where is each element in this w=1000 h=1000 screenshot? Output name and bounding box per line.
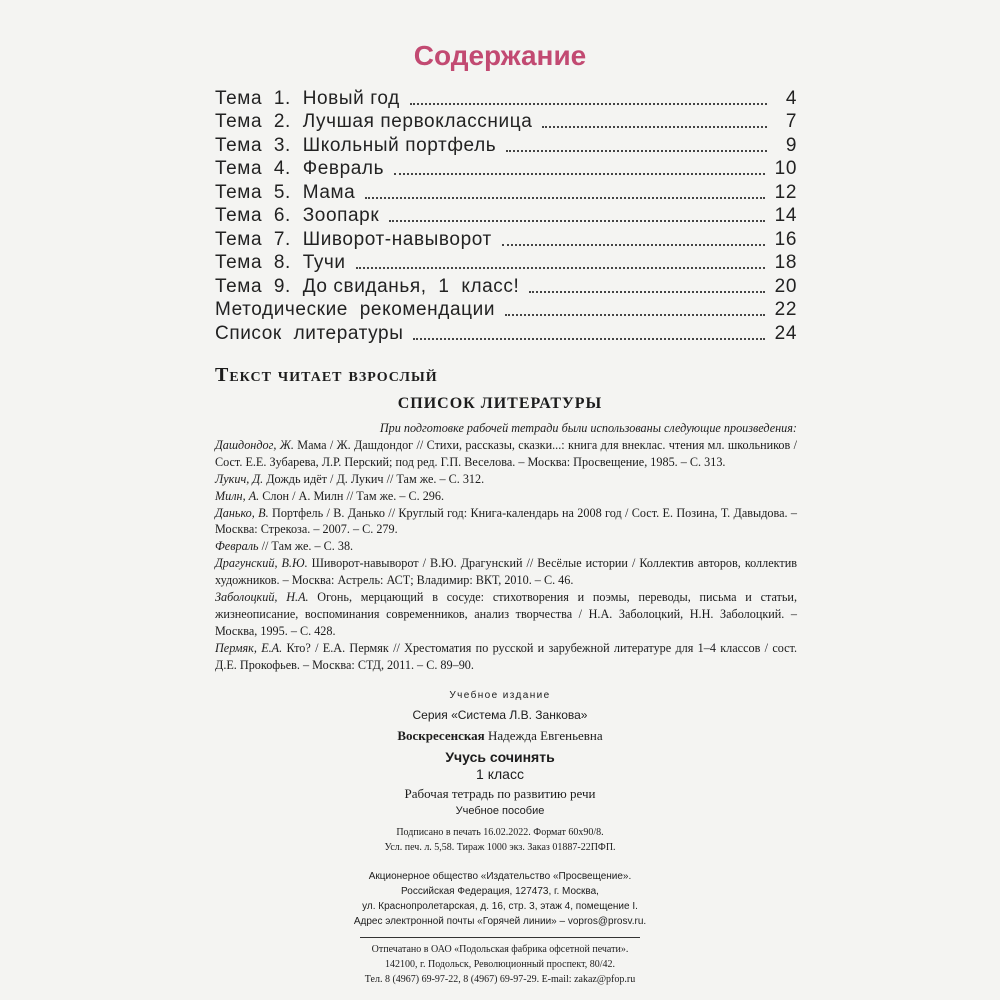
entry-text: Портфель / В. Данько // Круглый год: Книга-календарь на 2008 год / Сост. Е. Позина, Т. Давыдова. – Москва: Стрекоза. – 2007. – С. 279.: [215, 505, 798, 537]
entry-author: Пермяк, Е.А.: [215, 640, 283, 655]
toc-item-label: Тема 7. Шиворот-навыворот: [215, 228, 492, 250]
toc-item[interactable]: [215, 227, 797, 251]
series: Серия «Система Л.В. Занкова»: [412, 708, 588, 722]
author: [0, 728, 1000, 749]
toc-item[interactable]: [215, 204, 797, 228]
toc-leader: [529, 291, 764, 293]
entry-text: // Там же. – С. 38.: [258, 539, 354, 554]
author-surname: Воскресенская: [397, 728, 485, 743]
bibliography-entry: [215, 488, 797, 505]
toc-leader: [542, 126, 767, 128]
divider: [360, 937, 640, 938]
printer-line: Отпечатано в ОАО «Подольская фабрика офсетной печати».: [371, 944, 629, 955]
toc-title: Содержание: [413, 40, 587, 71]
toc-item-label: Тема 1. Новый год: [215, 87, 400, 109]
bibliography-entry: [215, 471, 797, 488]
publisher-line: ул. Краснопролетарская, д. 16, стр. 3, этаж 4, помещение I.: [362, 901, 638, 912]
printer-line: Тел. 8 (4967) 69-97-22, 8 (4967) 69-97-29. E-mail: zakaz@pfop.ru: [364, 974, 636, 985]
toc-item[interactable]: [215, 110, 797, 134]
entry-author: Данько, В.: [215, 505, 269, 520]
entry-text: Шиворот-навыворот / В.Ю. Драгунский // Весёлые истории / Коллектив авторов, коллектив художников. – Москва: Астрель: АСТ; Владимир: ВКТ, 2010. – С. 46.: [215, 556, 797, 588]
toc-item-page: 22: [774, 299, 797, 320]
toc-item-page: 10: [774, 158, 797, 179]
toc-item[interactable]: [215, 157, 797, 181]
toc-item-page: 4: [785, 87, 797, 109]
toc-item-page: 14: [774, 205, 797, 226]
edition-type: Учебное издание: [449, 690, 551, 701]
bibliography-entry: [215, 437, 797, 471]
entry-text: Кто? / Е.А. Пермяк // Хрестоматия по русской и зарубежной литературе для 1–4 классов / сост. Д.Е. Прокофьев. – Москва: СТД, 2011. – С. 89–90.: [215, 640, 797, 672]
book-kind: Учебное пособие: [455, 805, 545, 817]
toc-item-label: Тема 9. До свиданья, 1 класс!: [215, 275, 520, 297]
entry-text: Огонь, мерцающий в сосуде: стихотворения и поэмы, переводы, письма и статьи, жизнеописание, воспоминания современников, анализ творчества / Н.А. Заболоцкий, Н.Н. Заболоцкий. – Москва, 1995. – С. 428.: [215, 590, 797, 638]
toc-item[interactable]: [215, 133, 797, 157]
toc-leader: [505, 314, 765, 316]
toc-item[interactable]: [215, 321, 797, 345]
toc-leader: [389, 220, 764, 222]
toc-item-page: 9: [785, 134, 797, 156]
toc-item[interactable]: [215, 251, 797, 275]
toc-item-label: Список литературы: [215, 322, 404, 344]
toc-item-label: Тема 5. Мама: [215, 181, 356, 203]
toc-leader: [356, 267, 765, 269]
toc-item-label: Тема 8. Тучи: [215, 252, 346, 273]
toc-leader: [394, 173, 765, 175]
toc-list: [215, 86, 797, 345]
toc-item-page: 18: [774, 252, 797, 273]
toc-item-label: Тема 2. Лучшая первоклассница: [215, 111, 533, 132]
toc-item[interactable]: [215, 86, 797, 110]
toc-item[interactable]: [215, 180, 797, 204]
toc-leader: [410, 103, 767, 105]
author-name: Надежда Евгеньевна: [484, 728, 603, 743]
bibliography-entry: [215, 589, 797, 640]
toc-item[interactable]: [215, 298, 797, 322]
toc-item[interactable]: [215, 274, 797, 298]
bibliography: [215, 420, 797, 674]
toc-item-page: 16: [774, 228, 797, 250]
bibliography-entry: [215, 538, 797, 555]
publisher-line: Адрес электронной почты «Горячей линии» – vopros@prosv.ru.: [353, 916, 647, 927]
toc-item-page: 20: [774, 275, 797, 297]
toc-leader: [413, 338, 764, 340]
entry-text: Слон / А. Милн // Там же. – С. 296.: [259, 488, 445, 503]
print-info-line: Усл. печ. л. 5,58. Тираж 1000 экз. Заказ 01887-22ПФП.: [384, 842, 616, 853]
toc-item-page: 7: [785, 111, 797, 132]
entry-author: Милн, А.: [215, 488, 260, 503]
bibliography-entry: [215, 505, 797, 539]
toc-leader: [365, 197, 764, 199]
printer-line: 142100, г. Подольск, Революционный проспект, 80/42.: [385, 959, 615, 970]
entry-author: Лукич, Д.: [215, 471, 264, 486]
entry-author: Драгунский, В.Ю.: [215, 556, 308, 571]
entry-author: Дашдондог, Ж.: [215, 437, 294, 452]
book-title: Учусь сочинять: [445, 749, 555, 765]
entry-text: Мама / Ж. Дашдондог // Стихи, рассказы, сказки...: книга для внеклас. чтения мл. школьников / Сост. Е.Е. Зубарева, Л.Р. Перский; под ред. Г.П. Веселова. – Москва: Просвещение, 1985. – С. 313.: [215, 437, 797, 469]
imprint: [0, 690, 1000, 989]
bibliography-entry: [215, 555, 797, 589]
bibliography-entry: [215, 640, 797, 674]
toc-item-label: Тема 4. Февраль: [215, 158, 385, 179]
toc-leader: [502, 244, 765, 246]
toc-item-page: 12: [774, 181, 797, 203]
bibliography-title: СПИСОК ЛИТЕРАТУРЫ: [397, 395, 603, 412]
entry-author: Заболоцкий, Н.А.: [215, 590, 309, 605]
book-subtitle: Рабочая тетрадь по развитию речи: [404, 786, 596, 801]
toc-leader: [506, 150, 767, 152]
bibliography-intro: При подготовке рабочей тетради были использованы следующие произведения:: [379, 421, 797, 435]
print-info-line: Подписано в печать 16.02.2022. Формат 60х90/8.: [396, 827, 604, 838]
toc-item-label: Методические рекомендации: [215, 299, 496, 320]
grade: 1 класс: [476, 766, 524, 782]
entry-author: Февраль: [215, 539, 259, 554]
publisher-line: Российская Федерация, 127473, г. Москва,: [401, 886, 599, 897]
toc-item-label: Тема 3. Школьный портфель: [215, 134, 497, 156]
publisher-line: Акционерное общество «Издательство «Просвещение».: [368, 871, 632, 882]
entry-text: Дождь идёт / Д. Лукич // Там же. – С. 312.: [263, 471, 485, 486]
toc-item-page: 24: [774, 322, 797, 344]
toc-item-label: Тема 6. Зоопарк: [215, 205, 380, 226]
read-aloud-heading: Текст читает взрослый: [215, 364, 438, 386]
